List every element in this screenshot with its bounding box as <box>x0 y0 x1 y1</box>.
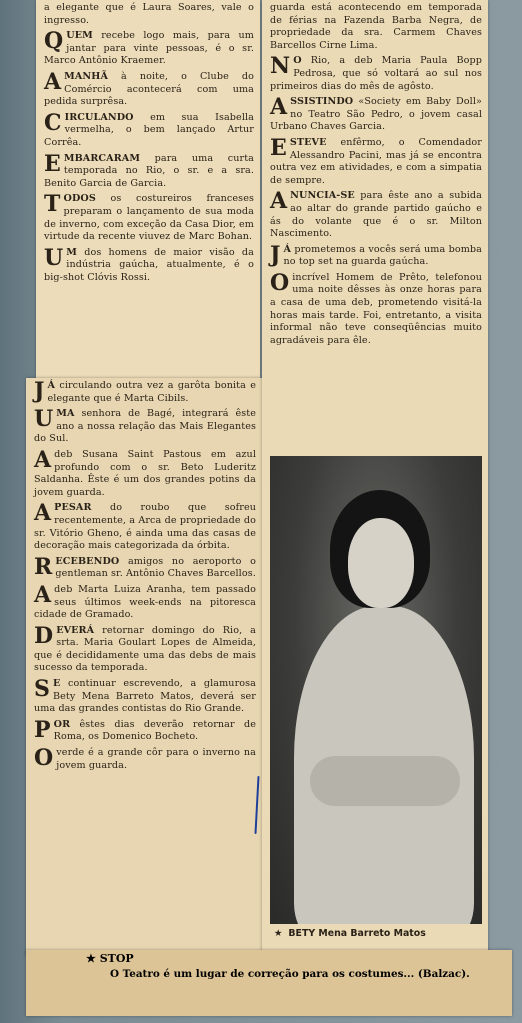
column-paragraph <box>44 68 254 109</box>
drop-cap: T <box>44 191 61 218</box>
column-paragraph <box>34 502 256 552</box>
column-paragraph <box>34 408 256 446</box>
column-paragraph <box>270 241 482 269</box>
drop-cap: O <box>34 745 54 772</box>
drop-cap: Q <box>44 28 64 55</box>
lead-word: NUNCIA-SE <box>290 190 355 202</box>
star-icon: ★ <box>274 928 283 939</box>
photo-caption-text: BETY Mena Barreto Matos <box>288 928 426 939</box>
lead-word: OR <box>53 718 71 730</box>
lead-word: EVERÁ <box>56 624 95 636</box>
column-paragraph <box>44 2 254 27</box>
stop-quote: O Teatro é um lugar de correção para os costumes... (Balzac). <box>110 968 470 980</box>
drop-cap: P <box>34 716 51 743</box>
paragraph-text: circulando outra vez a garôta bonita e elegante que é Marta Cibils. <box>47 380 256 404</box>
stop-heading: ★ STOP <box>86 952 134 965</box>
column-left-top <box>44 2 254 287</box>
column-paragraph <box>34 581 256 622</box>
paragraph-text: prometemos a vocês será uma bomba no top set na guarda gaúcha. <box>283 243 482 268</box>
paragraph-text: enfêrmo, o Comendador Alessandro Pacini, mas já se encontra outra vez em atividades, e com a simpatia de sempre. <box>270 136 482 186</box>
column-paragraph <box>34 553 256 581</box>
paragraph-text: êstes dias deverão retornar de Roma, os Domenico Bocheto. <box>53 718 256 743</box>
column-paragraph <box>44 150 254 191</box>
drop-cap: N <box>270 53 291 80</box>
column-paragraph <box>270 96 482 134</box>
lead-word: UEM <box>66 30 93 42</box>
drop-cap: S <box>34 676 50 703</box>
drop-cap: A <box>44 68 62 95</box>
column-paragraph <box>34 380 256 405</box>
paragraph-text: incrível Homem de Prêto, telefonou uma noite dêsses às onze horas para a casa de uma deb, prometendo visitá-la horas mais tarde. Foi, entretanto, a visita informal não teve conseqüências muito agradáveis para êle. <box>270 271 482 346</box>
drop-cap: E <box>44 150 61 177</box>
paragraph-text: para êste ano a subida ao altar do grande partido gaúcho e ás do volante que é o sr. Milton Nascimento. <box>270 190 482 240</box>
clipping-left-top <box>36 0 260 378</box>
drop-cap: R <box>34 553 53 580</box>
paragraph-text: à noite, o Clube do Comércio acontecerá com uma pedida surprêsa. <box>44 70 254 108</box>
lead-word: PESAR <box>54 502 92 514</box>
paragraph-text: Rio, a deb Maria Paula Bopp Pedrosa, que só voltará ao sul nos primeiros dias do mês de agôsto. <box>270 55 482 92</box>
lead-word: Á <box>283 243 292 255</box>
column-paragraph <box>270 134 482 187</box>
photo-caption <box>274 928 484 944</box>
paragraph-text: amigos no aeroporto o gentleman sr. Antônio Chaves Barcellos. <box>55 555 256 580</box>
column-left-bottom <box>34 380 256 775</box>
drop-cap: U <box>34 406 54 433</box>
lead-word: ECEBENDO <box>55 555 120 567</box>
drop-cap: J <box>34 378 45 404</box>
column-right <box>270 2 482 350</box>
column-paragraph <box>44 30 254 68</box>
column-paragraph <box>44 109 254 150</box>
lead-word: ODOS <box>63 193 96 205</box>
drop-cap: D <box>34 622 54 649</box>
paragraph-text: senhora de Bagé, integrará êste ano a nossa relação das Mais Elegantes do Sul. <box>34 408 256 445</box>
paragraph-text: recebe logo mais, para um jantar para vinte pessoas, é o sr. Marco Antônio Kraemer. <box>44 30 254 67</box>
photo-figure-arm <box>310 756 460 806</box>
drop-cap: C <box>44 109 62 136</box>
drop-cap: A <box>34 581 52 608</box>
column-paragraph <box>270 55 482 93</box>
photo-figure-face <box>348 518 414 608</box>
lead-word: MBARCARAM <box>63 152 141 164</box>
paragraph-text: «Society em Baby Doll» no Teatro São Pedro, o jovem casal Urbano Chaves Garcia. <box>270 96 482 133</box>
paragraph-text: retornar domingo do Rio, a srta. Maria Goulart Lopes de Almeida, que é decididamente uma das debs de mais sucesso da temporada. <box>34 624 256 674</box>
paragraph-text: a elegante que é Laura Soares, vale o ingresso. <box>44 2 254 26</box>
paragraph-text: em sua Isabella vermelha, o bem lançado Artur Corrêa. <box>44 111 254 148</box>
column-paragraph <box>34 446 256 499</box>
paragraph-text: deb Susana Saint Pastous em azul profundo com o sr. Beto Luderitz Saldanha. Êste é um dos grandes potins da jovem guarda. <box>34 448 256 498</box>
drop-cap: A <box>270 94 288 121</box>
paragraph-text: continuar escrevendo, a glamurosa Bety Mena Barreto Matos, deverá ser uma das grandes contistas do Rio Grande. <box>34 678 256 715</box>
drop-cap: E <box>270 134 287 161</box>
drop-cap: A <box>270 188 288 215</box>
portrait-photo <box>270 456 482 924</box>
lead-word: IRCULANDO <box>64 111 134 123</box>
paragraph-text: para uma curta temporada no Rio, o sr. e a sra. Benito Garcia de Garcia. <box>44 152 254 189</box>
column-paragraph <box>34 747 256 772</box>
paragraph-text: os costureiros franceses preparam o lançamento de sua moda de inverno, com exceção da Casa Dior, em virtude da recente viuvez de Marc Bohan. <box>44 193 254 243</box>
drop-cap: A <box>34 446 52 473</box>
lead-word: MA <box>56 408 75 420</box>
drop-cap: U <box>44 244 64 271</box>
drop-cap: J <box>270 241 281 268</box>
lead-word: E <box>53 678 61 690</box>
drop-cap: A <box>34 500 52 527</box>
column-paragraph <box>44 244 254 285</box>
paragraph-text: dos homens de maior visão da indústria gaúcha, atualmente, é o big-shot Clóvis Rossi. <box>44 246 254 283</box>
paragraph-text: deb Marta Luiza Aranha, tem passado seus últimos week-ends na pitoresca cidade de Gramado. <box>34 583 256 621</box>
column-paragraph <box>270 2 482 52</box>
drop-cap: O <box>270 269 290 296</box>
lead-word: M <box>66 246 78 258</box>
lead-word: Á <box>47 380 56 391</box>
column-paragraph <box>44 193 254 243</box>
column-paragraph <box>34 622 256 675</box>
column-paragraph <box>270 269 482 348</box>
paragraph-text: do roubo que sofreu recentemente, a Arca de propriedade do sr. Vitório Gheno, é ainda uma das casas de decoração mais categorizada da órbita. <box>34 502 256 552</box>
lead-word: MANHÃ <box>64 70 109 82</box>
column-paragraph <box>34 716 256 744</box>
column-paragraph <box>34 678 256 716</box>
lead-word: STEVE <box>289 136 327 148</box>
column-paragraph <box>270 190 482 240</box>
paragraph-text: verde é a grande côr para o inverno na jovem guarda. <box>56 747 256 771</box>
clipping-left-bottom <box>26 378 262 956</box>
lead-word: SSISTINDO <box>290 96 354 108</box>
paragraph-text: guarda está acontecendo em temporada de férias na Fazenda Barba Negra, de propriedade da sra. Carmem Chaves Barcellos Cirne Lima. <box>270 2 482 51</box>
lead-word: O <box>293 55 302 67</box>
